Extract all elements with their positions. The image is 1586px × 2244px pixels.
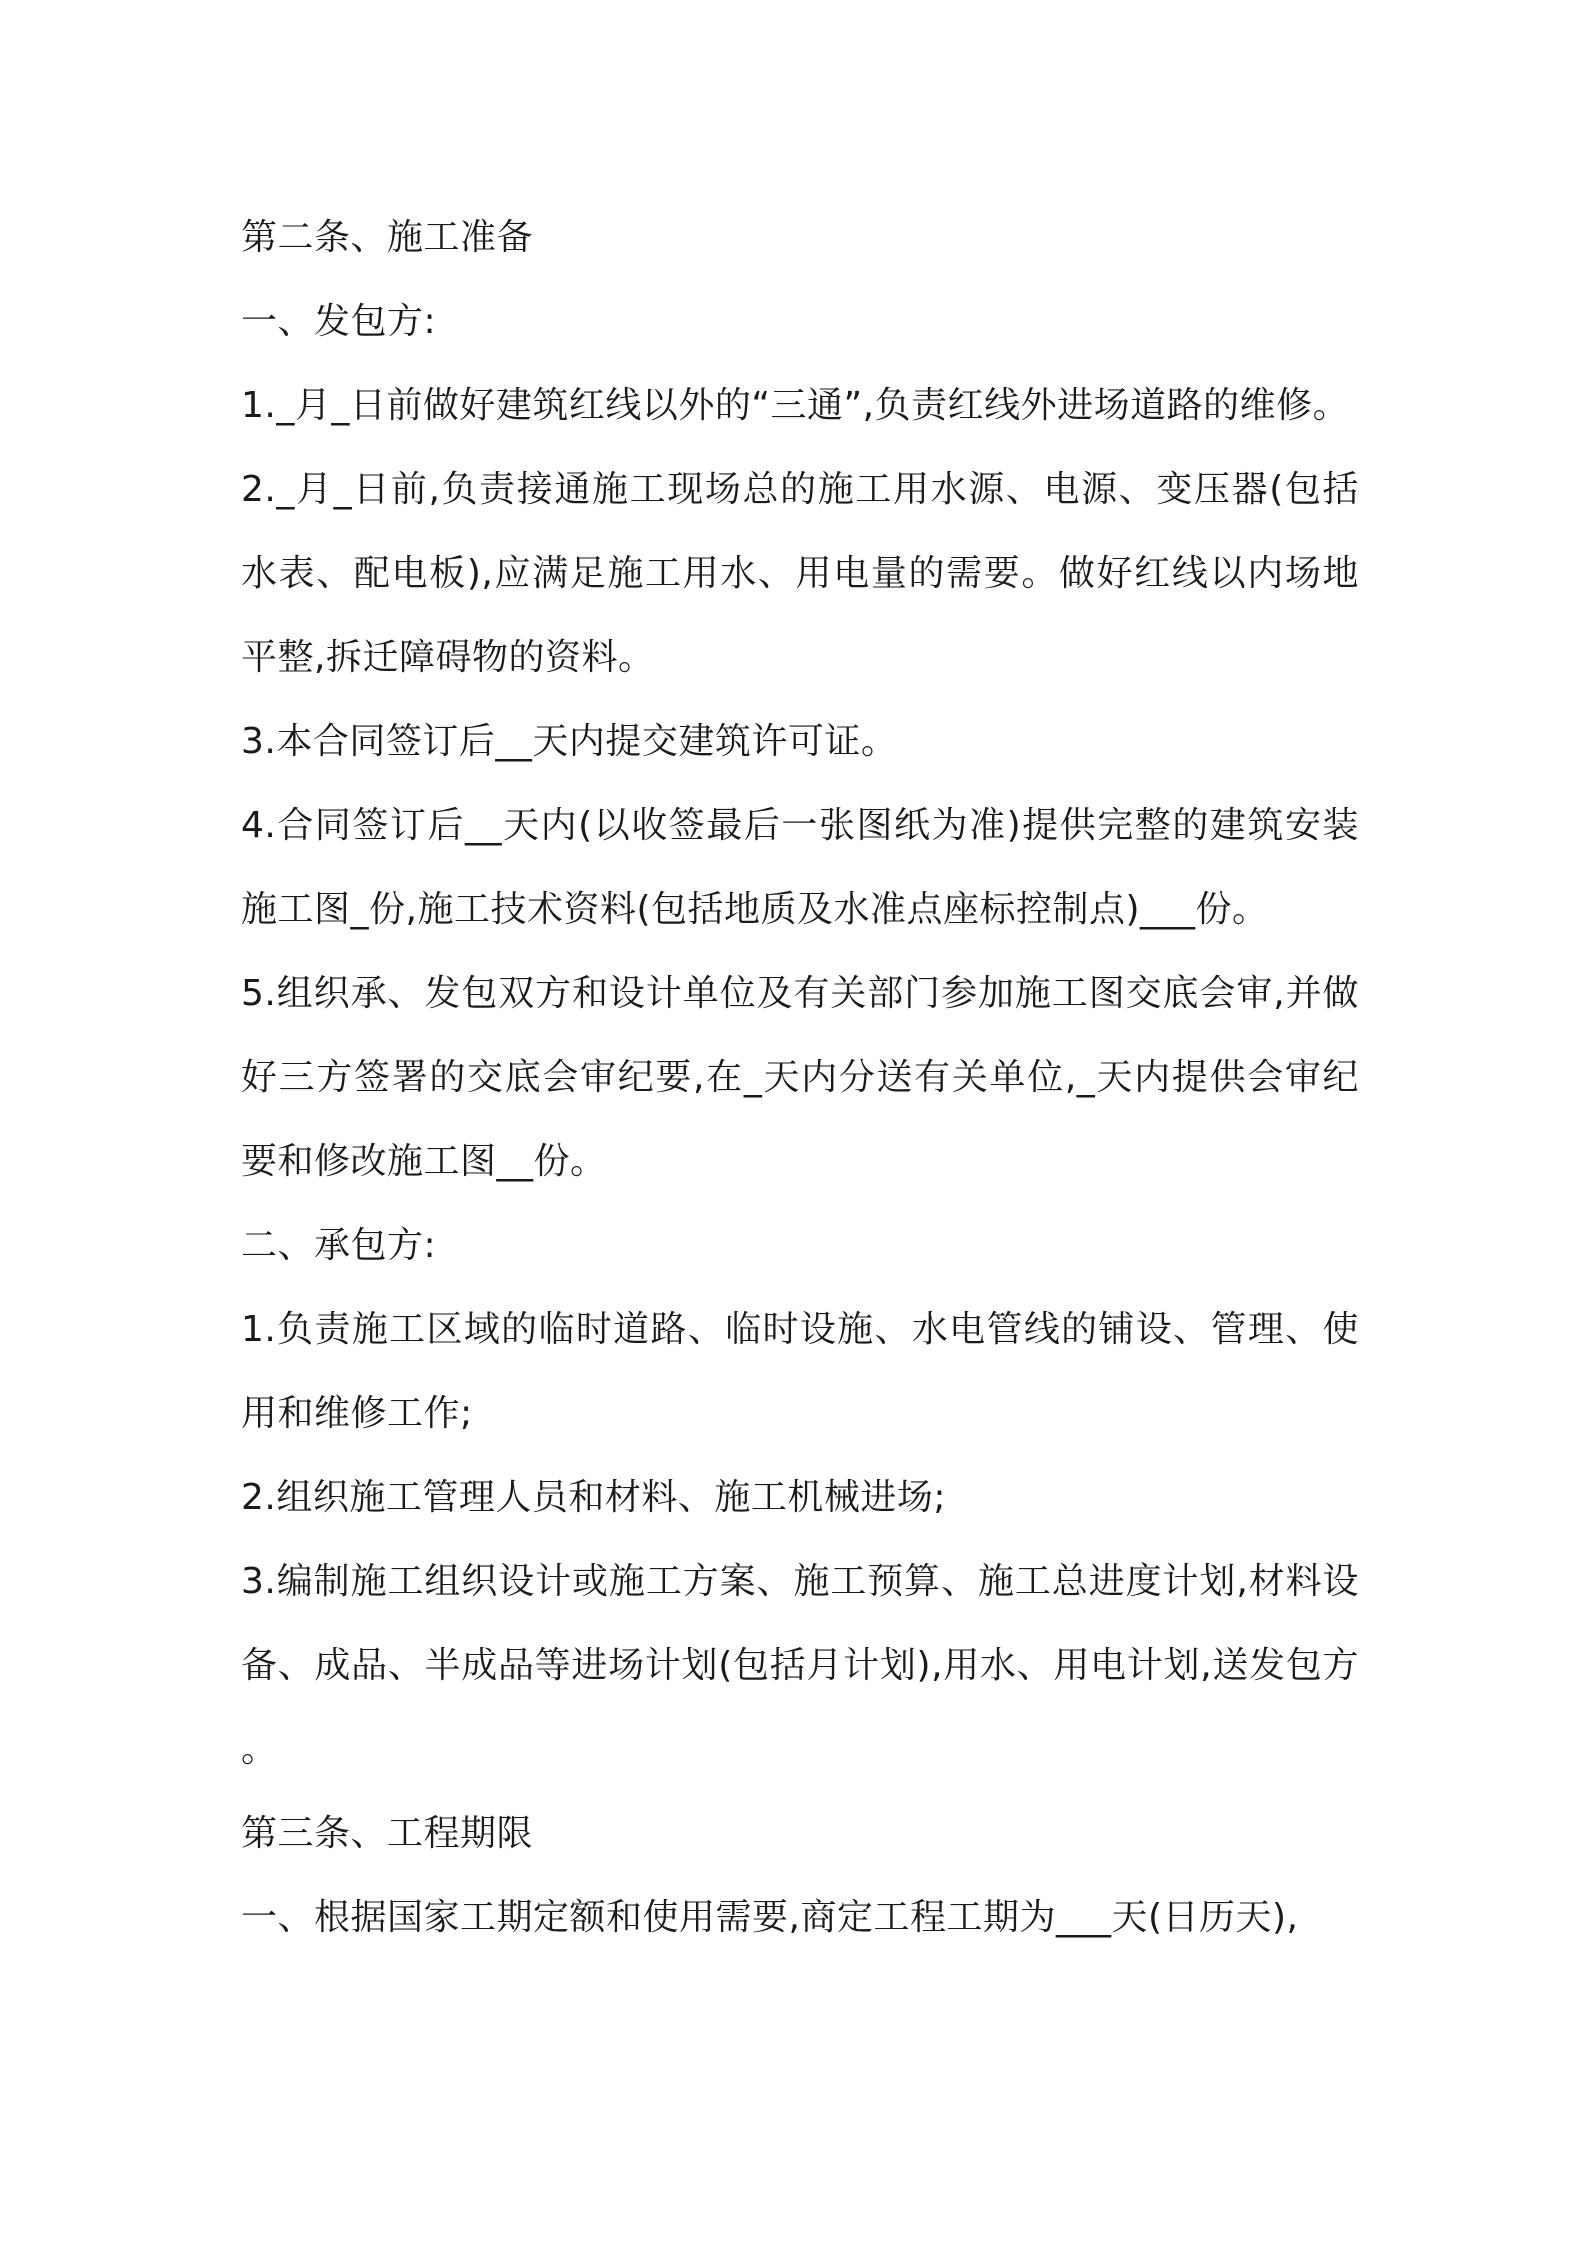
- subheading-contractor: 二、承包方:: [241, 1225, 437, 1266]
- paragraph-item: 2._月_日前,负责接通施工现场总的施工用水源、电源、变压器(包括水表、配电板),应满足施工用水、用电量的需要。做好红线以内场地平整,拆迁障碍物的资料。: [241, 469, 1359, 678]
- paragraph-item: 2.组织施工管理人员和材料、施工机械进场;: [241, 1477, 946, 1518]
- paragraph-item: 一、根据国家工期定额和使用需要,商定工程工期为___天(日历天),: [241, 1897, 1299, 1938]
- subheading-employer: 一、发包方:: [241, 301, 437, 342]
- document-body: [241, 196, 1359, 1960]
- paragraph-item: 3.编制施工组织设计或施工方案、施工预算、施工总进度计划,材料设备、成品、半成品等进场计划(包括月计划),用水、用电计划,送发包方。: [241, 1561, 1359, 1770]
- paragraph-item: 4.合同签订后__天内(以收签最后一张图纸为准)提供完整的建筑安装施工图_份,施工技术资料(包括地质及水准点座标控制点)___份。: [241, 805, 1359, 930]
- paragraph-item: 5.组织承、发包双方和设计单位及有关部门参加施工图交底会审,并做好三方签署的交底会审纪要,在_天内分送有关单位,_天内提供会审纪要和修改施工图__份。: [241, 973, 1359, 1182]
- section-heading-3: 第三条、工程期限: [241, 1813, 534, 1854]
- paragraph-item: 1.负责施工区域的临时道路、临时设施、水电管线的铺设、管理、使用和维修工作;: [241, 1309, 1359, 1434]
- paragraph-item: 3.本合同签订后__天内提交建筑许可证。: [241, 721, 898, 762]
- paragraph-item: 1._月_日前做好建筑红线以外的“三通”,负责红线外进场道路的维修。: [241, 385, 1350, 426]
- section-heading-2: 第二条、施工准备: [241, 217, 534, 258]
